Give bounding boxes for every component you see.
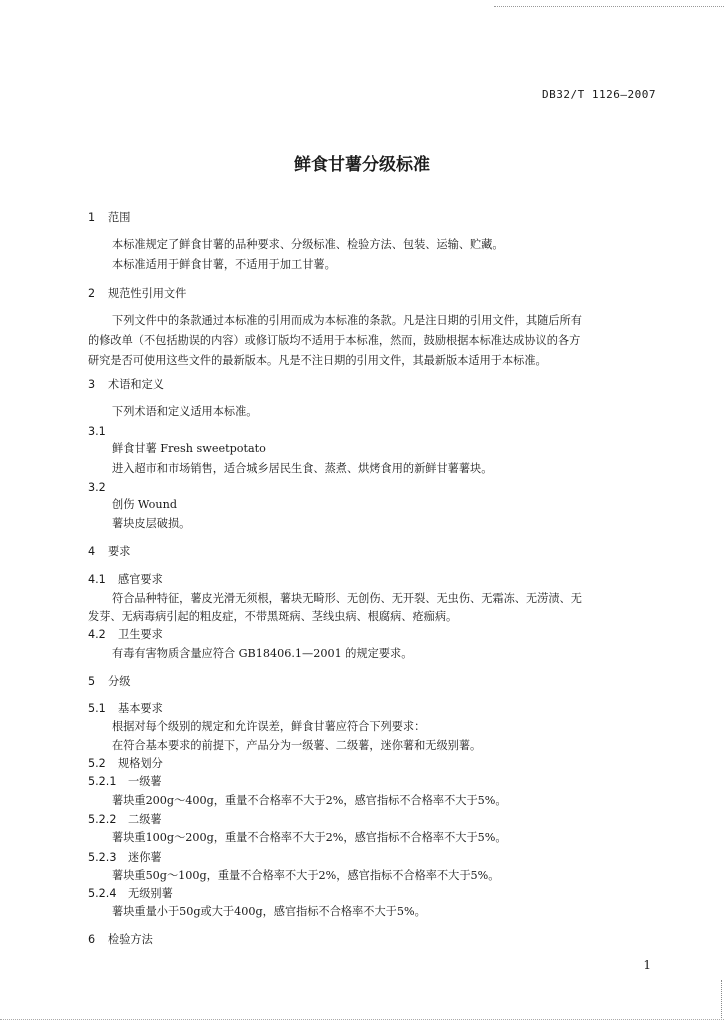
standard-code: DB32/T 1126—2007	[542, 88, 656, 101]
line-text: 的修改单（不包括勘误的内容）或修订版均不适用于本标准，然而，鼓励根据本标准达成协议的各方	[88, 334, 581, 347]
line-text: 下列术语和定义适用本标准。	[112, 405, 258, 418]
heading-text: 分级	[108, 675, 131, 688]
section-number: 5	[88, 675, 96, 688]
line-text: 下列文件中的条款通过本标准的引用而成为本标准的条款。凡是注日期的引用文件，其随后所有	[112, 314, 582, 327]
section-number: 5.2.1	[88, 775, 117, 788]
section-number: 5.1	[88, 702, 106, 715]
scan-artifact-bottom	[0, 1019, 724, 1024]
line-text: 根据对每个级别的规定和允许误差，鲜食甘薯应符合下列要求：	[112, 720, 426, 733]
section-number: 4.1	[88, 573, 106, 586]
section-number: 4.2	[88, 628, 106, 641]
line-text: 薯块重200g～400g，重量不合格率不大于2%，感官指标不合格率不大于5%。	[112, 794, 507, 807]
section-number: 5.2	[88, 757, 106, 770]
heading-text: 术语和定义	[108, 378, 164, 391]
heading-text: 无级别薯	[128, 887, 173, 900]
section-number: 5.2.2	[88, 813, 117, 826]
line-text: 薯块皮层破损。	[112, 517, 191, 530]
line-text: 本标准适用于鲜食甘薯，不适用于加工甘薯。	[112, 258, 336, 271]
heading-text: 一级薯	[128, 775, 162, 788]
heading-text: 感官要求	[118, 573, 163, 586]
section-number: 5.2.4	[88, 887, 117, 900]
heading-text: 规格划分	[118, 757, 163, 770]
line-text: 研究是否可使用这些文件的最新版本。凡是不注日期的引用文件，其最新版本适用于本标准。	[88, 354, 547, 367]
section-number: 3.2	[88, 481, 106, 494]
heading-text: 卫生要求	[118, 628, 163, 641]
line-text: 符合品种特征，薯皮光滑无须根，薯块无畸形、无创伤、无开裂、无虫伤、无霜冻、无涝渍、无	[112, 592, 582, 605]
section-number: 4	[88, 545, 96, 558]
heading-text: 二级薯	[128, 813, 162, 826]
section-number: 3	[88, 378, 96, 391]
line-text: 薯块重量小于50g或大于400g，感官指标不合格率不大于5%。	[112, 905, 426, 918]
line-text: 鲜食甘薯 Fresh sweetpotato	[112, 442, 266, 455]
line-text: 薯块重100g～200g，重量不合格率不大于2%，感官指标不合格率不大于5%。	[112, 831, 507, 844]
line-text: 发芽、无病毒病引起的粗皮症，不带黑斑病、茎线虫病、根腐病、疮痂病。	[88, 610, 458, 623]
section-number: 6	[88, 933, 96, 946]
line-text: 有毒有害物质含量应符合 GB18406.1—2001 的规定要求。	[112, 647, 413, 660]
line-text: 创伤 Wound	[112, 498, 177, 511]
heading-text: 迷你薯	[128, 851, 162, 864]
heading-text: 范围	[108, 211, 131, 224]
page-number: 1	[643, 958, 651, 972]
heading-text: 基本要求	[118, 702, 163, 715]
line-text: 薯块重50g～100g，重量不合格率不大于2%，感官指标不合格率不大于5%。	[112, 869, 500, 882]
heading-text: 规范性引用文件	[108, 287, 187, 300]
section-number: 3.1	[88, 425, 106, 438]
section-number: 2	[88, 287, 96, 300]
line-text: 进入超市和市场销售，适合城乡居民生食、蒸煮、烘烤食用的新鲜甘薯薯块。	[112, 462, 493, 475]
line-text: 本标准规定了鲜食甘薯的品种要求、分级标准、检验方法、包装、运输、贮藏。	[112, 238, 504, 251]
heading-text: 要求	[108, 545, 131, 558]
line-text: 在符合基本要求的前提下，产品分为一级薯、二级薯，迷你薯和无级别薯。	[112, 739, 482, 752]
scan-artifact-edge	[719, 980, 722, 1020]
scan-artifact-top	[494, 0, 724, 7]
page-title: 鲜食甘薯分级标准	[294, 155, 430, 175]
heading-text: 检验方法	[108, 933, 153, 946]
section-number: 5.2.3	[88, 851, 117, 864]
section-number: 1	[88, 211, 96, 224]
